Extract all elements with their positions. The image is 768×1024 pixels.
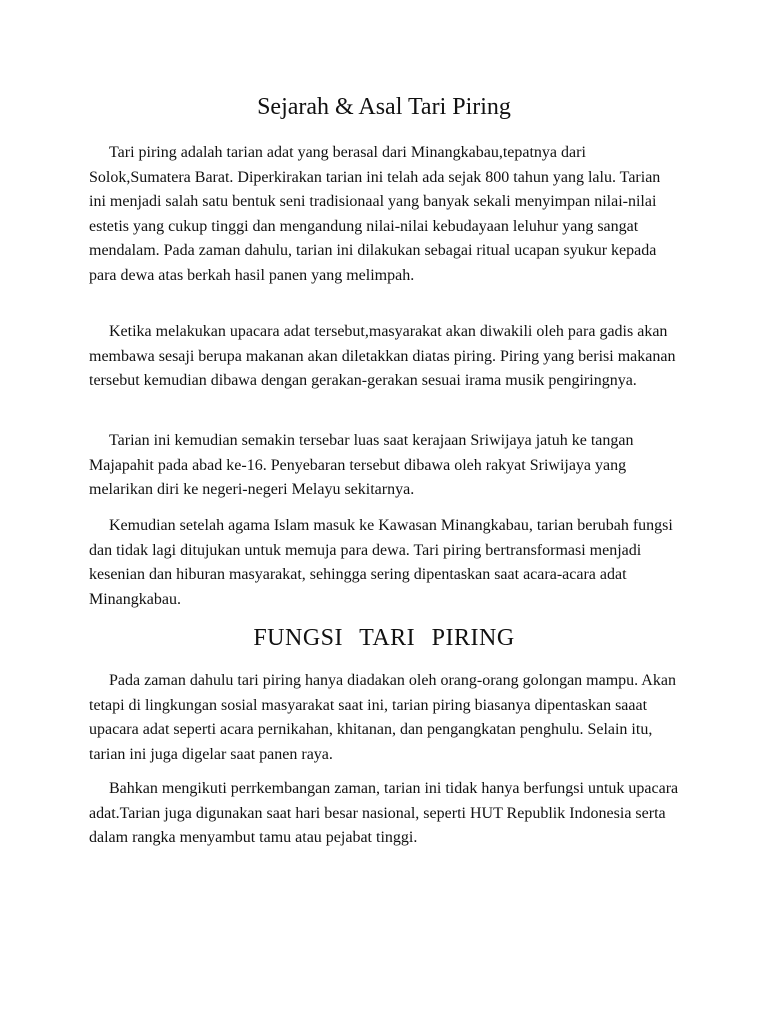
paragraph-function-modern: Bahkan mengikuti perrkembangan zaman, tarian ini tidak hanya berfungsi untuk upacara adat.Tarian juga digunakan saat hari besar nasional, seperti HUT Republik Indonesia serta dalam rangka menyambut tamu atau pejabat tinggi. [89, 780, 679, 847]
paragraph-function-past: Pada zaman dahulu tari piring hanya diadakan oleh orang-orang golongan mampu. Akan tetapi di lingkungan sosial masyarakat saat ini, tarian piring biasanya dipentaskan saaat upacara adat seperti acara pernikahan, khitanan, dan pengangkatan penghulu. Selain itu, tarian ini juga digelar saat panen raya. [89, 672, 676, 763]
paragraph-spread: Tarian ini kemudian semakin tersebar luas saat kerajaan Sriwijaya jatuh ke tangan Majapahit pada abad ke-16. Penyebaran tersebut dibawa oleh rakyat Sriwijaya yang melarikan diri ke negeri-negeri Melayu sekitarnya. [89, 432, 634, 499]
paragraph-islam-transformation: Kemudian setelah agama Islam masuk ke Kawasan Minangkabau, tarian berubah fungsi dan tidak lagi ditujukan untuk memuja para dewa. Tari piring bertransformasi menjadi kesenian dan hiburan masyarakat, sehingga sering dipentaskan saat acara-acara adat Minangkabau. [89, 517, 673, 608]
page-title: Sejarah & Asal Tari Piring [257, 94, 511, 120]
paragraph-ceremony: Ketika melakukan upacara adat tersebut,masyarakat akan diwakili oleh para gadis akan membawa sesaji berupa makanan akan diletakkan diatas piring. Piring yang berisi makanan tersebut kemudian dibawa dengan gerakan-gerakan sesuai irama musik pengiringnya. [89, 323, 676, 390]
section-heading-fungsi: FUNGSI TARI PIRING [253, 625, 515, 651]
paragraph-history-origin: Tari piring adalah tarian adat yang berasal dari Minangkabau,tepatnya dari Solok,Sumatera Barat. Diperkirakan tarian ini telah ada sejak 800 tahun yang lalu. Tarian ini menjadi salah satu bentuk seni tradisionaal yang banyak sekali menyimpan nilai-nilai estetis yang cukup tinggi dan mengandung nilai-nilai kebudayaan leluhur yang sangat mendalam. Pada zaman dahulu, tarian ini dilakukan sebagai ritual ucapan syukur kepada para dewa atas berkah hasil panen yang melimpah. [89, 144, 661, 284]
